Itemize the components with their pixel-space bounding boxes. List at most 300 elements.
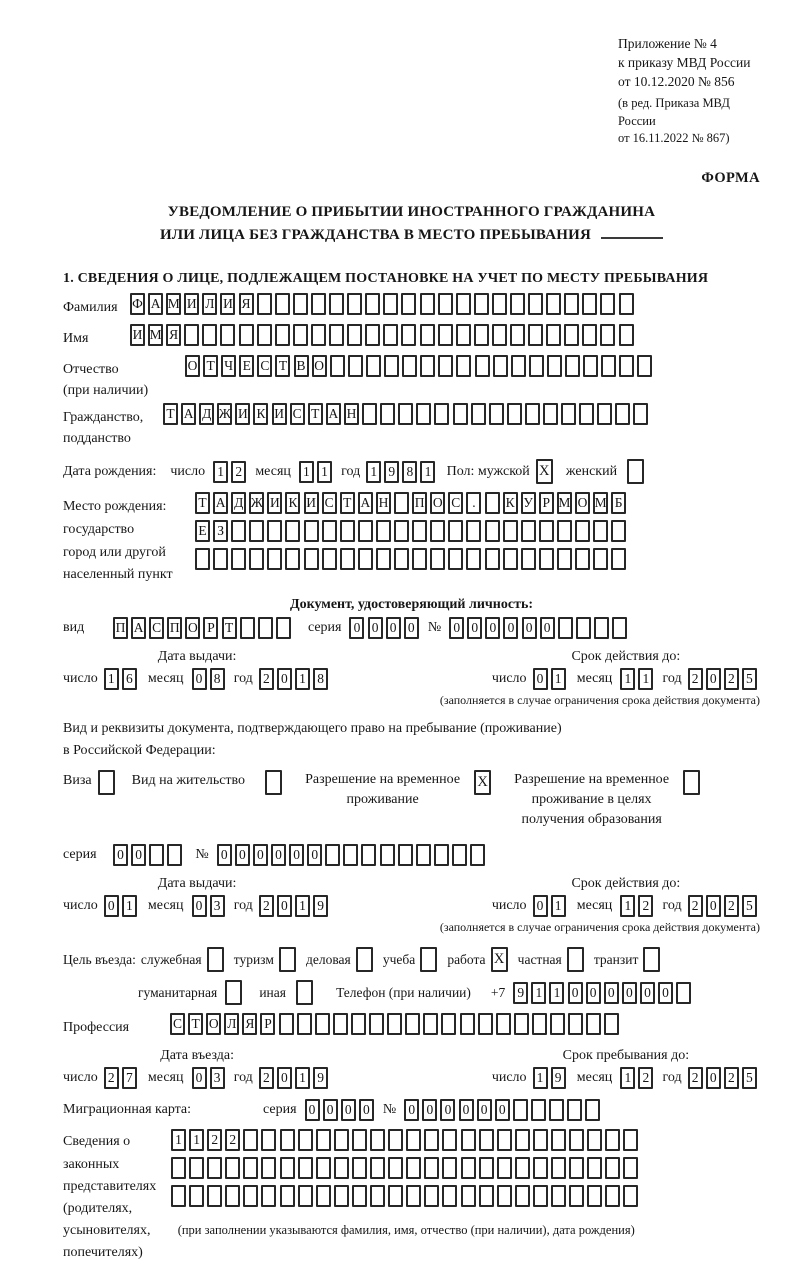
char-cell[interactable]: 1 — [531, 982, 546, 1004]
char-cell[interactable]: 0 — [192, 1067, 207, 1089]
char-cell[interactable] — [334, 1185, 349, 1207]
char-cell[interactable]: С — [322, 492, 337, 514]
char-cell[interactable]: Я — [239, 293, 254, 315]
char-cell[interactable] — [546, 324, 561, 346]
char-cell[interactable] — [401, 293, 416, 315]
char-cell[interactable] — [316, 1129, 331, 1151]
char-cell[interactable]: 2 — [724, 1067, 739, 1089]
char-cell[interactable]: Ж — [249, 492, 264, 514]
char-cell[interactable] — [460, 1013, 475, 1035]
char-cell[interactable]: И — [235, 403, 250, 425]
char-cell[interactable] — [249, 520, 264, 542]
char-cell[interactable] — [184, 324, 199, 346]
char-cell[interactable] — [623, 1157, 638, 1179]
char-cell[interactable] — [347, 293, 362, 315]
char-cell[interactable] — [475, 355, 490, 377]
char-cell[interactable]: 0 — [495, 1099, 510, 1121]
char-cell[interactable] — [582, 293, 597, 315]
char-cell[interactable] — [531, 1099, 546, 1121]
char-cell[interactable] — [533, 1157, 548, 1179]
char-cell[interactable] — [325, 844, 340, 866]
char-cell[interactable] — [195, 548, 210, 570]
char-cell[interactable] — [358, 548, 373, 570]
char-cell[interactable] — [471, 403, 486, 425]
char-cell[interactable]: М — [557, 492, 572, 514]
char-cell[interactable]: Р — [260, 1013, 275, 1035]
char-cell[interactable] — [352, 1185, 367, 1207]
purpose-other-checkbox[interactable] — [296, 980, 316, 1005]
char-cell[interactable]: 7 — [122, 1067, 137, 1089]
char-cell[interactable]: П — [167, 617, 182, 639]
char-cell[interactable] — [424, 1185, 439, 1207]
char-cell[interactable]: 2 — [231, 461, 246, 483]
char-cell[interactable] — [315, 1013, 330, 1035]
char-cell[interactable] — [576, 617, 591, 639]
char-cell[interactable]: А — [131, 617, 146, 639]
char-cell[interactable]: 0 — [404, 1099, 419, 1121]
char-cell[interactable] — [243, 1157, 258, 1179]
char-cell[interactable] — [231, 548, 246, 570]
purpose-private-checkbox[interactable] — [567, 947, 587, 972]
char-cell[interactable] — [597, 403, 612, 425]
char-cell[interactable] — [279, 947, 296, 972]
char-cell[interactable] — [567, 1099, 582, 1121]
char-cell[interactable] — [267, 520, 282, 542]
char-cell[interactable] — [225, 980, 242, 1005]
char-cell[interactable] — [388, 1185, 403, 1207]
char-cell[interactable] — [285, 520, 300, 542]
char-cell[interactable]: 1 — [620, 668, 635, 690]
char-cell[interactable] — [623, 1185, 638, 1207]
char-cell[interactable] — [231, 520, 246, 542]
char-cell[interactable] — [438, 355, 453, 377]
char-cell[interactable] — [416, 844, 431, 866]
char-cell[interactable] — [207, 1157, 222, 1179]
char-cell[interactable]: 0 — [192, 895, 207, 917]
char-cell[interactable] — [543, 403, 558, 425]
char-cell[interactable] — [485, 548, 500, 570]
char-cell[interactable] — [479, 1185, 494, 1207]
char-cell[interactable] — [564, 324, 579, 346]
char-cell[interactable] — [619, 355, 634, 377]
char-cell[interactable] — [406, 1129, 421, 1151]
char-cell[interactable] — [528, 293, 543, 315]
char-cell[interactable] — [533, 1185, 548, 1207]
char-cell[interactable]: 0 — [386, 617, 401, 639]
char-cell[interactable]: 0 — [131, 844, 146, 866]
char-cell[interactable]: К — [503, 492, 518, 514]
char-cell[interactable]: 0 — [586, 982, 601, 1004]
char-cell[interactable] — [420, 324, 435, 346]
char-cell[interactable]: 0 — [113, 844, 128, 866]
visa-checkbox[interactable] — [98, 770, 118, 795]
char-cell[interactable]: О — [206, 1013, 221, 1035]
char-cell[interactable] — [485, 492, 500, 514]
purpose-humanitarian-checkbox[interactable] — [225, 980, 245, 1005]
char-cell[interactable] — [365, 324, 380, 346]
char-cell[interactable] — [521, 520, 536, 542]
char-cell[interactable] — [627, 459, 644, 484]
char-cell[interactable] — [261, 1157, 276, 1179]
char-cell[interactable] — [202, 324, 217, 346]
char-cell[interactable]: О — [312, 355, 327, 377]
char-cell[interactable] — [370, 1157, 385, 1179]
char-cell[interactable] — [492, 293, 507, 315]
char-cell[interactable]: Т — [195, 492, 210, 514]
char-cell[interactable] — [470, 844, 485, 866]
char-cell[interactable]: С — [448, 492, 463, 514]
char-cell[interactable] — [456, 355, 471, 377]
char-cell[interactable] — [575, 548, 590, 570]
char-cell[interactable]: 8 — [313, 668, 328, 690]
char-cell[interactable] — [593, 548, 608, 570]
char-cell[interactable] — [352, 1129, 367, 1151]
purpose-business-checkbox[interactable] — [356, 947, 376, 972]
char-cell[interactable] — [593, 520, 608, 542]
char-cell[interactable]: С — [149, 617, 164, 639]
char-cell[interactable]: 0 — [277, 1067, 292, 1089]
char-cell[interactable]: В — [294, 355, 309, 377]
char-cell[interactable]: 0 — [277, 895, 292, 917]
char-cell[interactable] — [485, 520, 500, 542]
char-cell[interactable]: И — [304, 492, 319, 514]
char-cell[interactable]: 2 — [104, 1067, 119, 1089]
char-cell[interactable]: И — [267, 492, 282, 514]
char-cell[interactable] — [406, 1157, 421, 1179]
char-cell[interactable] — [167, 844, 182, 866]
char-cell[interactable] — [416, 403, 431, 425]
temp-permit-checkbox[interactable] — [474, 770, 494, 795]
char-cell[interactable] — [316, 1157, 331, 1179]
char-cell[interactable] — [311, 293, 326, 315]
char-cell[interactable]: К — [253, 403, 268, 425]
char-cell[interactable]: . — [466, 492, 481, 514]
char-cell[interactable]: 1 — [551, 895, 566, 917]
char-cell[interactable] — [420, 355, 435, 377]
char-cell[interactable] — [528, 324, 543, 346]
char-cell[interactable]: А — [358, 492, 373, 514]
char-cell[interactable] — [430, 548, 445, 570]
char-cell[interactable] — [298, 1157, 313, 1179]
char-cell[interactable] — [362, 403, 377, 425]
char-cell[interactable] — [261, 1185, 276, 1207]
char-cell[interactable]: Т — [222, 617, 237, 639]
char-cell[interactable] — [398, 844, 413, 866]
char-cell[interactable] — [329, 293, 344, 315]
char-cell[interactable] — [380, 403, 395, 425]
char-cell[interactable]: 2 — [259, 895, 274, 917]
char-cell[interactable] — [285, 548, 300, 570]
char-cell[interactable] — [334, 1157, 349, 1179]
char-cell[interactable]: 0 — [604, 982, 619, 1004]
char-cell[interactable]: 0 — [477, 1099, 492, 1121]
char-cell[interactable] — [441, 1013, 456, 1035]
char-cell[interactable] — [549, 1099, 564, 1121]
char-cell[interactable] — [276, 617, 291, 639]
char-cell[interactable]: 1 — [171, 1129, 186, 1151]
char-cell[interactable]: 0 — [271, 844, 286, 866]
char-cell[interactable]: 9 — [313, 895, 328, 917]
char-cell[interactable] — [478, 1013, 493, 1035]
char-cell[interactable] — [605, 1185, 620, 1207]
char-cell[interactable] — [401, 324, 416, 346]
char-cell[interactable]: 1 — [299, 461, 314, 483]
char-cell[interactable] — [267, 548, 282, 570]
char-cell[interactable] — [448, 520, 463, 542]
char-cell[interactable]: 1 — [295, 895, 310, 917]
char-cell[interactable] — [442, 1185, 457, 1207]
char-cell[interactable]: 2 — [259, 668, 274, 690]
char-cell[interactable] — [683, 770, 700, 795]
char-cell[interactable]: 5 — [742, 1067, 757, 1089]
char-cell[interactable]: С — [290, 403, 305, 425]
char-cell[interactable]: 5 — [742, 895, 757, 917]
char-cell[interactable] — [298, 1129, 313, 1151]
char-cell[interactable] — [304, 548, 319, 570]
char-cell[interactable]: А — [148, 293, 163, 315]
char-cell[interactable] — [497, 1185, 512, 1207]
char-cell[interactable] — [569, 1157, 584, 1179]
char-cell[interactable] — [479, 1129, 494, 1151]
char-cell[interactable] — [474, 293, 489, 315]
char-cell[interactable]: 0 — [467, 617, 482, 639]
char-cell[interactable] — [507, 403, 522, 425]
char-cell[interactable]: Т — [163, 403, 178, 425]
char-cell[interactable]: 0 — [235, 844, 250, 866]
char-cell[interactable]: 0 — [706, 668, 721, 690]
char-cell[interactable] — [365, 293, 380, 315]
char-cell[interactable] — [333, 1013, 348, 1035]
char-cell[interactable] — [452, 844, 467, 866]
char-cell[interactable]: Л — [202, 293, 217, 315]
char-cell[interactable]: М — [166, 293, 181, 315]
char-cell[interactable] — [582, 324, 597, 346]
char-cell[interactable]: 0 — [449, 617, 464, 639]
char-cell[interactable] — [561, 403, 576, 425]
char-cell[interactable] — [293, 324, 308, 346]
char-cell[interactable]: М — [593, 492, 608, 514]
char-cell[interactable] — [316, 1185, 331, 1207]
char-cell[interactable] — [383, 324, 398, 346]
char-cell[interactable]: 9 — [513, 982, 528, 1004]
char-cell[interactable] — [361, 844, 376, 866]
char-cell[interactable]: Я — [166, 324, 181, 346]
char-cell[interactable]: 2 — [688, 895, 703, 917]
char-cell[interactable] — [551, 1185, 566, 1207]
char-cell[interactable]: 2 — [259, 1067, 274, 1089]
char-cell[interactable] — [615, 403, 630, 425]
char-cell[interactable]: 0 — [307, 844, 322, 866]
char-cell[interactable] — [366, 355, 381, 377]
char-cell[interactable] — [497, 1157, 512, 1179]
char-cell[interactable]: 0 — [422, 1099, 437, 1121]
char-cell[interactable] — [442, 1157, 457, 1179]
char-cell[interactable] — [497, 1129, 512, 1151]
char-cell[interactable] — [376, 520, 391, 542]
char-cell[interactable] — [394, 520, 409, 542]
char-cell[interactable]: 0 — [640, 982, 655, 1004]
char-cell[interactable] — [412, 520, 427, 542]
char-cell[interactable] — [513, 1099, 528, 1121]
char-cell[interactable]: Р — [539, 492, 554, 514]
char-cell[interactable]: Е — [239, 355, 254, 377]
char-cell[interactable]: Д — [199, 403, 214, 425]
char-cell[interactable] — [296, 980, 313, 1005]
char-cell[interactable] — [600, 324, 615, 346]
char-cell[interactable]: Ф — [130, 293, 145, 315]
char-cell[interactable]: 0 — [533, 895, 548, 917]
char-cell[interactable] — [388, 1157, 403, 1179]
char-cell[interactable] — [257, 293, 272, 315]
char-cell[interactable] — [298, 1185, 313, 1207]
char-cell[interactable] — [330, 355, 345, 377]
char-cell[interactable] — [510, 293, 525, 315]
char-cell[interactable] — [213, 548, 228, 570]
char-cell[interactable] — [358, 520, 373, 542]
char-cell[interactable] — [474, 324, 489, 346]
char-cell[interactable]: И — [220, 293, 235, 315]
char-cell[interactable] — [258, 617, 273, 639]
char-cell[interactable]: 0 — [568, 982, 583, 1004]
char-cell[interactable]: 0 — [706, 895, 721, 917]
char-cell[interactable]: 9 — [384, 461, 399, 483]
char-cell[interactable] — [420, 293, 435, 315]
char-cell[interactable]: З — [213, 520, 228, 542]
char-cell[interactable] — [398, 403, 413, 425]
char-cell[interactable]: Т — [275, 355, 290, 377]
char-cell[interactable]: 3 — [210, 1067, 225, 1089]
char-cell[interactable] — [539, 548, 554, 570]
char-cell[interactable] — [387, 1013, 402, 1035]
char-cell[interactable]: 0 — [503, 617, 518, 639]
char-cell[interactable] — [492, 324, 507, 346]
char-cell[interactable] — [525, 403, 540, 425]
purpose-work-checkbox[interactable] — [491, 947, 511, 972]
char-cell[interactable]: 0 — [359, 1099, 374, 1121]
char-cell[interactable]: У — [521, 492, 536, 514]
char-cell[interactable] — [637, 355, 652, 377]
char-cell[interactable] — [280, 1129, 295, 1151]
char-cell[interactable] — [257, 324, 272, 346]
char-cell[interactable]: 0 — [323, 1099, 338, 1121]
char-cell[interactable]: 8 — [210, 668, 225, 690]
char-cell[interactable] — [511, 355, 526, 377]
char-cell[interactable]: 2 — [638, 1067, 653, 1089]
char-cell[interactable]: 0 — [341, 1099, 356, 1121]
char-cell[interactable] — [466, 548, 481, 570]
char-cell[interactable] — [586, 1013, 601, 1035]
char-cell[interactable]: П — [113, 617, 128, 639]
char-cell[interactable] — [189, 1185, 204, 1207]
char-cell[interactable] — [539, 520, 554, 542]
char-cell[interactable]: Д — [231, 492, 246, 514]
char-cell[interactable]: 0 — [289, 844, 304, 866]
char-cell[interactable] — [304, 520, 319, 542]
char-cell[interactable]: 0 — [658, 982, 673, 1004]
char-cell[interactable] — [515, 1185, 530, 1207]
char-cell[interactable] — [249, 548, 264, 570]
char-cell[interactable] — [171, 1157, 186, 1179]
char-cell[interactable]: 0 — [104, 895, 119, 917]
char-cell[interactable] — [551, 1157, 566, 1179]
char-cell[interactable]: X — [474, 770, 491, 795]
char-cell[interactable] — [261, 1129, 276, 1151]
char-cell[interactable] — [587, 1185, 602, 1207]
char-cell[interactable] — [611, 548, 626, 570]
char-cell[interactable] — [423, 1013, 438, 1035]
char-cell[interactable]: С — [257, 355, 272, 377]
char-cell[interactable] — [280, 1157, 295, 1179]
char-cell[interactable] — [533, 1129, 548, 1151]
char-cell[interactable] — [412, 548, 427, 570]
char-cell[interactable] — [565, 355, 580, 377]
char-cell[interactable] — [329, 324, 344, 346]
char-cell[interactable] — [243, 1185, 258, 1207]
char-cell[interactable] — [424, 1129, 439, 1151]
char-cell[interactable] — [297, 1013, 312, 1035]
char-cell[interactable] — [493, 355, 508, 377]
char-cell[interactable]: 0 — [305, 1099, 320, 1121]
char-cell[interactable] — [557, 520, 572, 542]
char-cell[interactable] — [225, 1185, 240, 1207]
char-cell[interactable] — [568, 1013, 583, 1035]
char-cell[interactable] — [340, 520, 355, 542]
char-cell[interactable] — [442, 1129, 457, 1151]
char-cell[interactable]: 1 — [638, 668, 653, 690]
char-cell[interactable] — [594, 617, 609, 639]
char-cell[interactable]: 0 — [485, 617, 500, 639]
char-cell[interactable] — [402, 355, 417, 377]
char-cell[interactable] — [587, 1157, 602, 1179]
char-cell[interactable] — [311, 324, 326, 346]
char-cell[interactable] — [430, 520, 445, 542]
char-cell[interactable] — [515, 1157, 530, 1179]
char-cell[interactable] — [438, 293, 453, 315]
char-cell[interactable]: Л — [224, 1013, 239, 1035]
char-cell[interactable] — [496, 1013, 511, 1035]
char-cell[interactable]: 0 — [253, 844, 268, 866]
char-cell[interactable] — [611, 520, 626, 542]
char-cell[interactable] — [420, 947, 437, 972]
char-cell[interactable]: Т — [308, 403, 323, 425]
char-cell[interactable]: И — [272, 403, 287, 425]
char-cell[interactable]: 1 — [533, 1067, 548, 1089]
edu-permit-checkbox[interactable] — [683, 770, 703, 795]
char-cell[interactable]: 0 — [522, 617, 537, 639]
sex-female-checkbox[interactable] — [627, 459, 647, 484]
char-cell[interactable] — [334, 1129, 349, 1151]
char-cell[interactable]: 2 — [638, 895, 653, 917]
char-cell[interactable]: 2 — [688, 668, 703, 690]
char-cell[interactable] — [510, 324, 525, 346]
char-cell[interactable]: Т — [188, 1013, 203, 1035]
char-cell[interactable] — [434, 403, 449, 425]
char-cell[interactable] — [479, 1157, 494, 1179]
char-cell[interactable]: Б — [611, 492, 626, 514]
char-cell[interactable] — [370, 1185, 385, 1207]
char-cell[interactable] — [558, 617, 573, 639]
char-cell[interactable]: Н — [344, 403, 359, 425]
char-cell[interactable] — [676, 982, 691, 1004]
char-cell[interactable] — [448, 548, 463, 570]
char-cell[interactable]: 0 — [440, 1099, 455, 1121]
char-cell[interactable] — [569, 1129, 584, 1151]
purpose-tourism-checkbox[interactable] — [279, 947, 299, 972]
char-cell[interactable]: Ч — [221, 355, 236, 377]
char-cell[interactable]: Ж — [217, 403, 232, 425]
char-cell[interactable]: Н — [376, 492, 391, 514]
char-cell[interactable] — [207, 947, 224, 972]
